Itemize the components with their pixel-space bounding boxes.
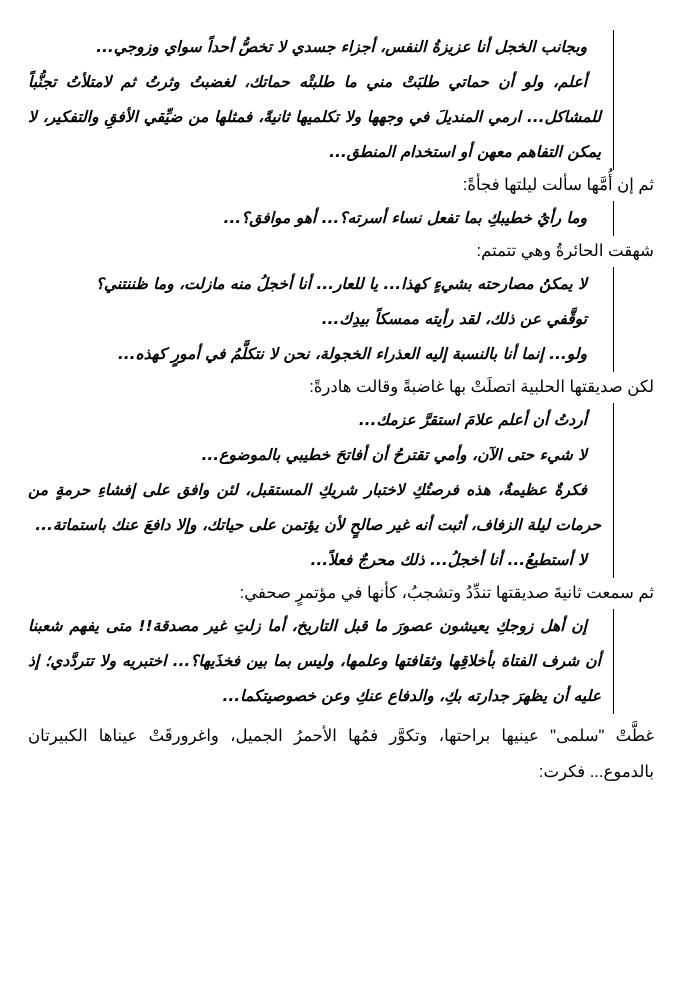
dialogue-line: أعلم، ولو أن حماتي طلبَتْ مني ما طلبتْه حماتك، لغضبتُ وثرتُ ثم لامتلأتُ تجنُّباً للمشاكل... ارمي المنديلَ في وجهها ولا تكلميها ثانيةً، فمثلها من ضيِّقي الأفقِ والتفكير، لا يمكن التفاهم معهن أو استخدام المنطق... (28, 73, 601, 161)
dialogue-line: لا شيء حتى الآن، وأمي تقترحُ أن أفاتحَ خطيبي بالموضوع... (201, 446, 587, 464)
narration-line: لكن صديقتها الحلبية اتصلَتْ بها غاضبةً وقالت هادرةً: (309, 378, 654, 396)
dialogue-line: ولو... إنما أنا بالنسبة إليه العذراء الخجولة، نحن لا نتكلَّمُ في أمورٍ كهذه... (117, 345, 587, 363)
dialogue-block-4 (28, 403, 614, 578)
narration-line: ثم إن أُمَّها سألت ليلتها فجأةً: (462, 176, 654, 194)
dialogue-line: وما رأيُ خطيبكِ بما تفعل نساء أسرته؟... أهو موافق؟... (223, 209, 587, 227)
narration-line: شهقت الحائرةُ وهي تتمتم: (476, 242, 654, 260)
dialogue-line: لا يمكنُ مصارحته بشيءٍ كهذا... يا للعار... أنا أخجلُ منه مازلت، وما ظننتني؟ (95, 275, 587, 293)
dialogue-line: توقَّفي عن ذلك، لقد رأيته ممسكاً بيدِك... (321, 310, 587, 328)
narration-paragraph: غطَّتْ "سلمى" عينيها براحتها، وتكوَّر فمُها الأحمرُ الجميل، واغرورقَتْ عيناها الكبيرتان بالدموع... فكرت: (28, 727, 654, 781)
dialogue-line: أردتُ أن أعلم علامَ استقرَّ عزمك... (358, 411, 587, 429)
dialogue-block-5 (28, 609, 614, 714)
document-page (28, 30, 658, 790)
dialogue-line: لا أستطيعُ... أنا أخجلُ... ذلك محرجٌ فعلاً... (310, 551, 587, 569)
dialogue-line: إن أهل زوجكِ يعيشون عصورَ ما قبل التاريخ، أما زلتِ غير مصدقة!! متى يفهم شعبنا أن شرف الفتاة بأخلاقِها وثقافتها وعلمها، وليس بما بين فخذَيها؟... اختبريه ولا تتردَّدي؛ إذ عليه أن يظهرَ جدارته بكِ، والدفاع عنكِ وعن خصوصيتكما... (28, 617, 601, 705)
dialogue-block-3 (28, 267, 614, 372)
dialogue-block-1 (28, 30, 614, 170)
narration-line: ثم سمعت ثانيةَ صديقتها تندِّدُ وتشجبُ، كأنها في مؤتمرٍ صحفي: (239, 584, 654, 602)
dialogue-line: وبجانب الخجل أنا عزيزةُ النفس، أجزاء جسدي لا تخصُّ أحداً سواي وزوجي... (96, 38, 587, 56)
dialogue-block-2 (28, 201, 614, 236)
dialogue-line: فكرةٌ عظيمةٌ، هذه فرصتُكِ لاختبار شريكِ المستقبل، لئن وافق على إفشاءِ حرمةٍ من حرمات ليلة الزفاف، أثبت أنه غير صالحٍ لأن يؤتمن على حياتك، وإلا دافعَ عنك باستماتة... (28, 481, 601, 534)
